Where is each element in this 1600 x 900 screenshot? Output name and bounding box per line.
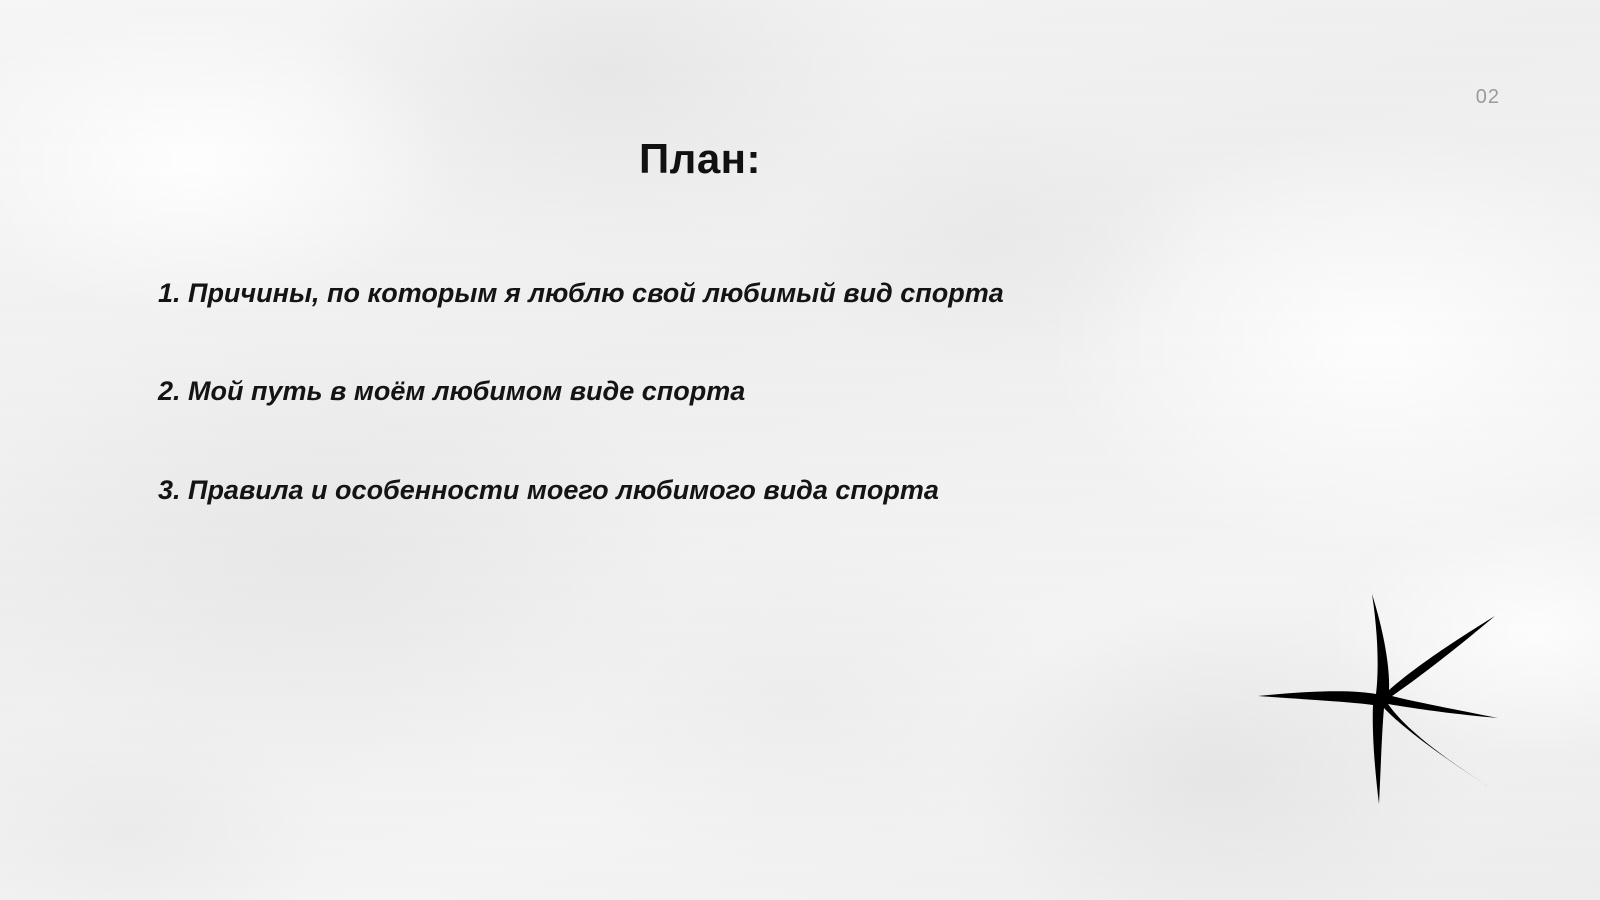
list-item: 2. Мой путь в моём любимом виде спорта	[158, 376, 746, 407]
page-number: 02	[1475, 86, 1500, 108]
list-item: 3. Правила и особенности моего любимого вида спорта	[158, 474, 939, 505]
list-item: 1. Причины, по которым я люблю свой любимый вид спорта	[158, 278, 1004, 308]
page-title: План:	[638, 135, 762, 182]
plan-list	[158, 275, 1358, 570]
star-icon	[1248, 578, 1508, 808]
